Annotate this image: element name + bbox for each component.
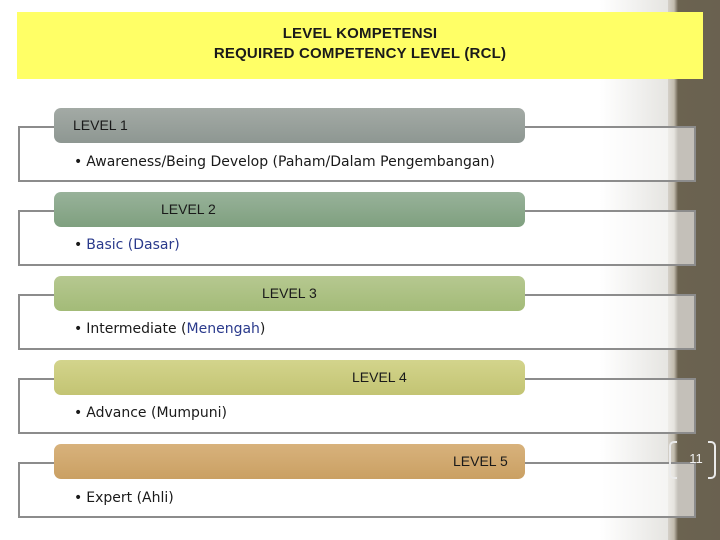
level-2-bar (54, 192, 525, 227)
level-1-desc-text: Awareness/Being Develop (Paham/Dalam Pengembangan) (86, 154, 495, 170)
level-3-desc-suffix: ) (259, 321, 266, 337)
level-3-bar (54, 276, 525, 311)
title-box (17, 12, 703, 79)
level-5-label: LEVEL 5 (453, 453, 508, 469)
level-4-desc-text: Advance (Mumpuni) (86, 405, 228, 421)
level-2-description (74, 237, 180, 253)
page-number-bracket-right (708, 441, 716, 479)
level-4-bar (54, 360, 525, 395)
level-1-label: LEVEL 1 (73, 117, 128, 133)
page-number-bracket-left (669, 441, 677, 479)
bullet: • (74, 321, 83, 337)
level-3-desc-text: Intermediate ( (86, 321, 187, 337)
level-3-label: LEVEL 3 (262, 285, 317, 301)
bullet: • (74, 405, 83, 421)
level-2-label: LEVEL 2 (161, 201, 216, 217)
bullet: • (74, 237, 83, 253)
level-2-desc-text: Basic (Dasar) (86, 237, 180, 253)
right-edge-fade (600, 0, 672, 540)
level-1-bar (54, 108, 525, 143)
level-5-description (74, 490, 174, 506)
bullet: • (74, 154, 83, 170)
level-3-description (74, 321, 265, 337)
title-line-1: LEVEL KOMPETENSI (282, 25, 438, 42)
level-5-desc-text: Expert (Ahli) (86, 490, 174, 506)
level-1-description (74, 154, 495, 170)
level-5-bar (54, 444, 525, 479)
level-4-description (74, 405, 227, 421)
bullet: • (74, 490, 83, 506)
level-4-label: LEVEL 4 (352, 369, 407, 385)
title-line-2: REQUIRED COMPETENCY LEVEL (RCL) (213, 45, 507, 62)
page-number: 11 (689, 451, 703, 466)
level-3-desc-accent: Menengah (186, 321, 260, 337)
